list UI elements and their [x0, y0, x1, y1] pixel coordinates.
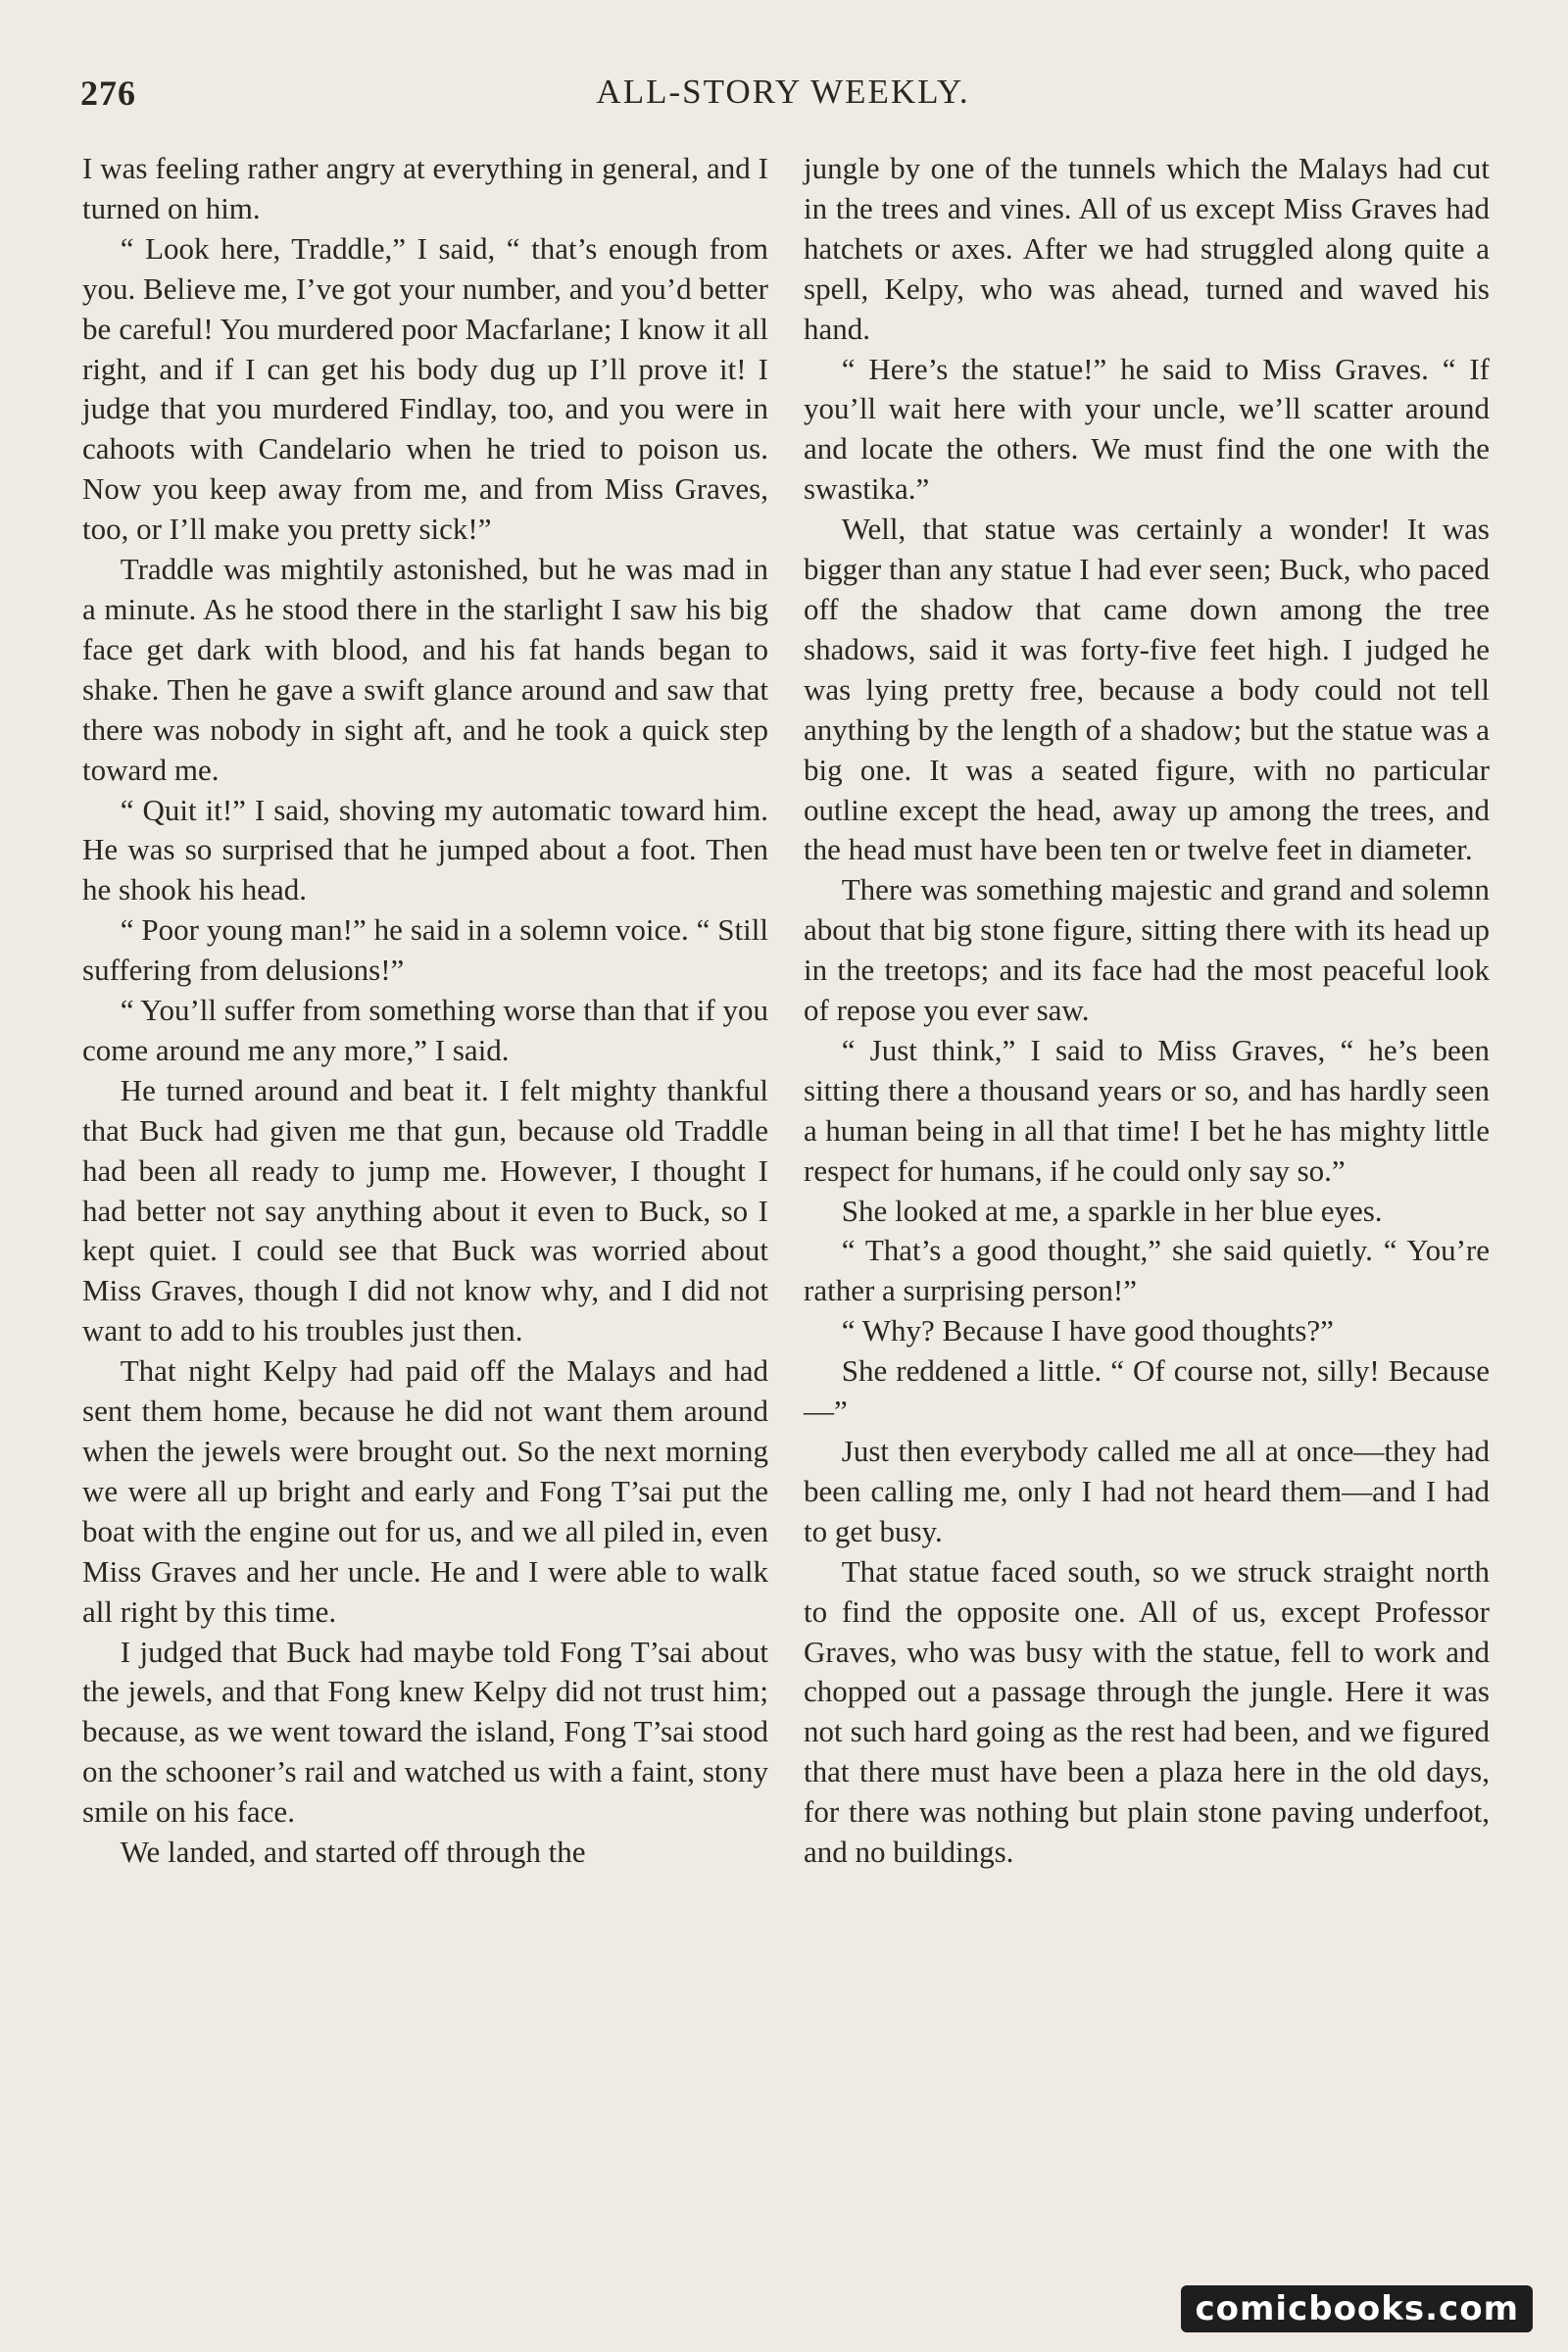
paragraph: That night Kelpy had paid off the Malays and had sent them home, because he did not want them around when the jewels were brought out. So the next morning we were all up bright and early and Fong T’sai put the boat with the engine out for us, and we all piled in, even Miss Graves and her uncle. He and I were able to walk all right by this time. — [82, 1353, 768, 1629]
paragraph: “ That’s a good thought,” she said quietly. “ You’re rather a surprising person!” — [804, 1233, 1490, 1308]
paragraph: “ Look here, Traddle,” I said, “ that’s enough from you. Believe me, I’ve got your number, and you’d better be careful! You murdered poor Macfarlane; I know it all right, and if I can get his body dug up I’ll prove it! I judge that you murdered Findlay, too, and you were in cahoots with Candelario when he tried to poison us. Now you keep away from me, and from Miss Graves, too, or I’ll make you pretty sick!” — [82, 230, 768, 547]
page-header — [80, 73, 1486, 127]
paragraph: “ Quit it!” I said, shoving my automatic toward him. He was so surprised that he jumped about a foot. Then he shook his head. — [82, 792, 768, 907]
right-column — [804, 149, 1490, 1873]
paragraph: Just then everybody called me all at once—they had been calling me, only I had not heard them—and I had to get busy. — [804, 1434, 1490, 1548]
paragraph: She looked at me, a sparkle in her blue eyes. — [841, 1193, 1383, 1228]
watermark: comicbooks.com — [1181, 2285, 1533, 2332]
paragraph: Traddle was mightily astonished, but he was mad in a minute. As he stood there in the starlight I saw his big face get dark with blood, and his fat hands began to shake. Then he gave a swift glance around and saw that there was nobody in sight aft, and he took a quick step toward me. — [82, 552, 768, 787]
paragraph: Well, that statue was certainly a wonder! It was bigger than any statue I had ever seen; Buck, who paced off the shadow that came down among the tree shadows, said it was forty-five feet high. I judged he was lying pretty free, because a body could not tell anything by the length of a shadow; but the statue was a big one. It was a seated figure, with no particular outline except the head, away up among the trees, and the head must have been ten or twelve feet in diameter. — [804, 512, 1490, 867]
paragraph: “ Why? Because I have good thoughts?” — [841, 1313, 1334, 1348]
paragraph: There was something majestic and grand and solemn about that big stone figure, sitting there with its head up in the treetops; and its face had the most peaceful look of repose you ever saw. — [804, 872, 1490, 1028]
paragraph: “ Here’s the statue!” he said to Miss Graves. “ If you’ll wait here with your uncle, we’ll scatter around and locate the others. We must find the one with the swastika.” — [804, 351, 1490, 507]
page-number: 276 — [80, 74, 136, 113]
paragraph: We landed, and started off through the — [120, 1835, 586, 1870]
left-column — [82, 149, 768, 1873]
paragraph: “ Just think,” I said to Miss Graves, “ he’s been sitting there a thousand years or so, and has hardly seen a human being in all that time! I bet he has mighty little respect for humans, if he could only say so.” — [804, 1032, 1490, 1188]
paragraph: He turned around and beat it. I felt mighty thankful that Buck had given me that gun, because old Traddle had been all ready to jump me. However, I thought I had better not say anything about it even to Buck, so I kept quiet. I could see that Buck was worried about Miss Graves, though I did not know why, and I did not want to add to his troubles just then. — [82, 1072, 768, 1348]
paragraph: jungle by one of the tunnels which the Malays had cut in the trees and vines. All of us except Miss Graves had hatchets or axes. After we had struggled along quite a spell, Kelpy, who was ahead, turned and waved his hand. — [804, 151, 1490, 346]
paragraph: I was feeling rather angry at everything in general, and I turned on him. — [82, 151, 768, 225]
running-head: ALL-STORY WEEKLY. — [596, 73, 970, 111]
paragraph: I judged that Buck had maybe told Fong T’sai about the jewels, and that Fong knew Kelpy did not trust him; because, as we went toward the island, Fong T’sai stood on the schooner’s rail and watched us with a faint, stony smile on his face. — [82, 1634, 768, 1830]
paragraph: That statue faced south, so we struck straight north to find the opposite one. All of us, except Professor Graves, who was busy with the statue, fell to work and chopped out a passage through the jungle. Here it was not such hard going as the rest had been, and we figured that there must have been a plaza here in the old days, for there was nothing but plain stone paving underfoot, and no buildings. — [804, 1553, 1490, 1870]
paragraph: “ You’ll suffer from something worse than that if you come around me any more,” I said. — [82, 993, 768, 1067]
paragraph: “ Poor young man!” he said in a solemn voice. “ Still suffering from delusions!” — [82, 912, 768, 988]
paragraph: She reddened a little. “ Of course not, silly! Because—” — [804, 1353, 1490, 1429]
